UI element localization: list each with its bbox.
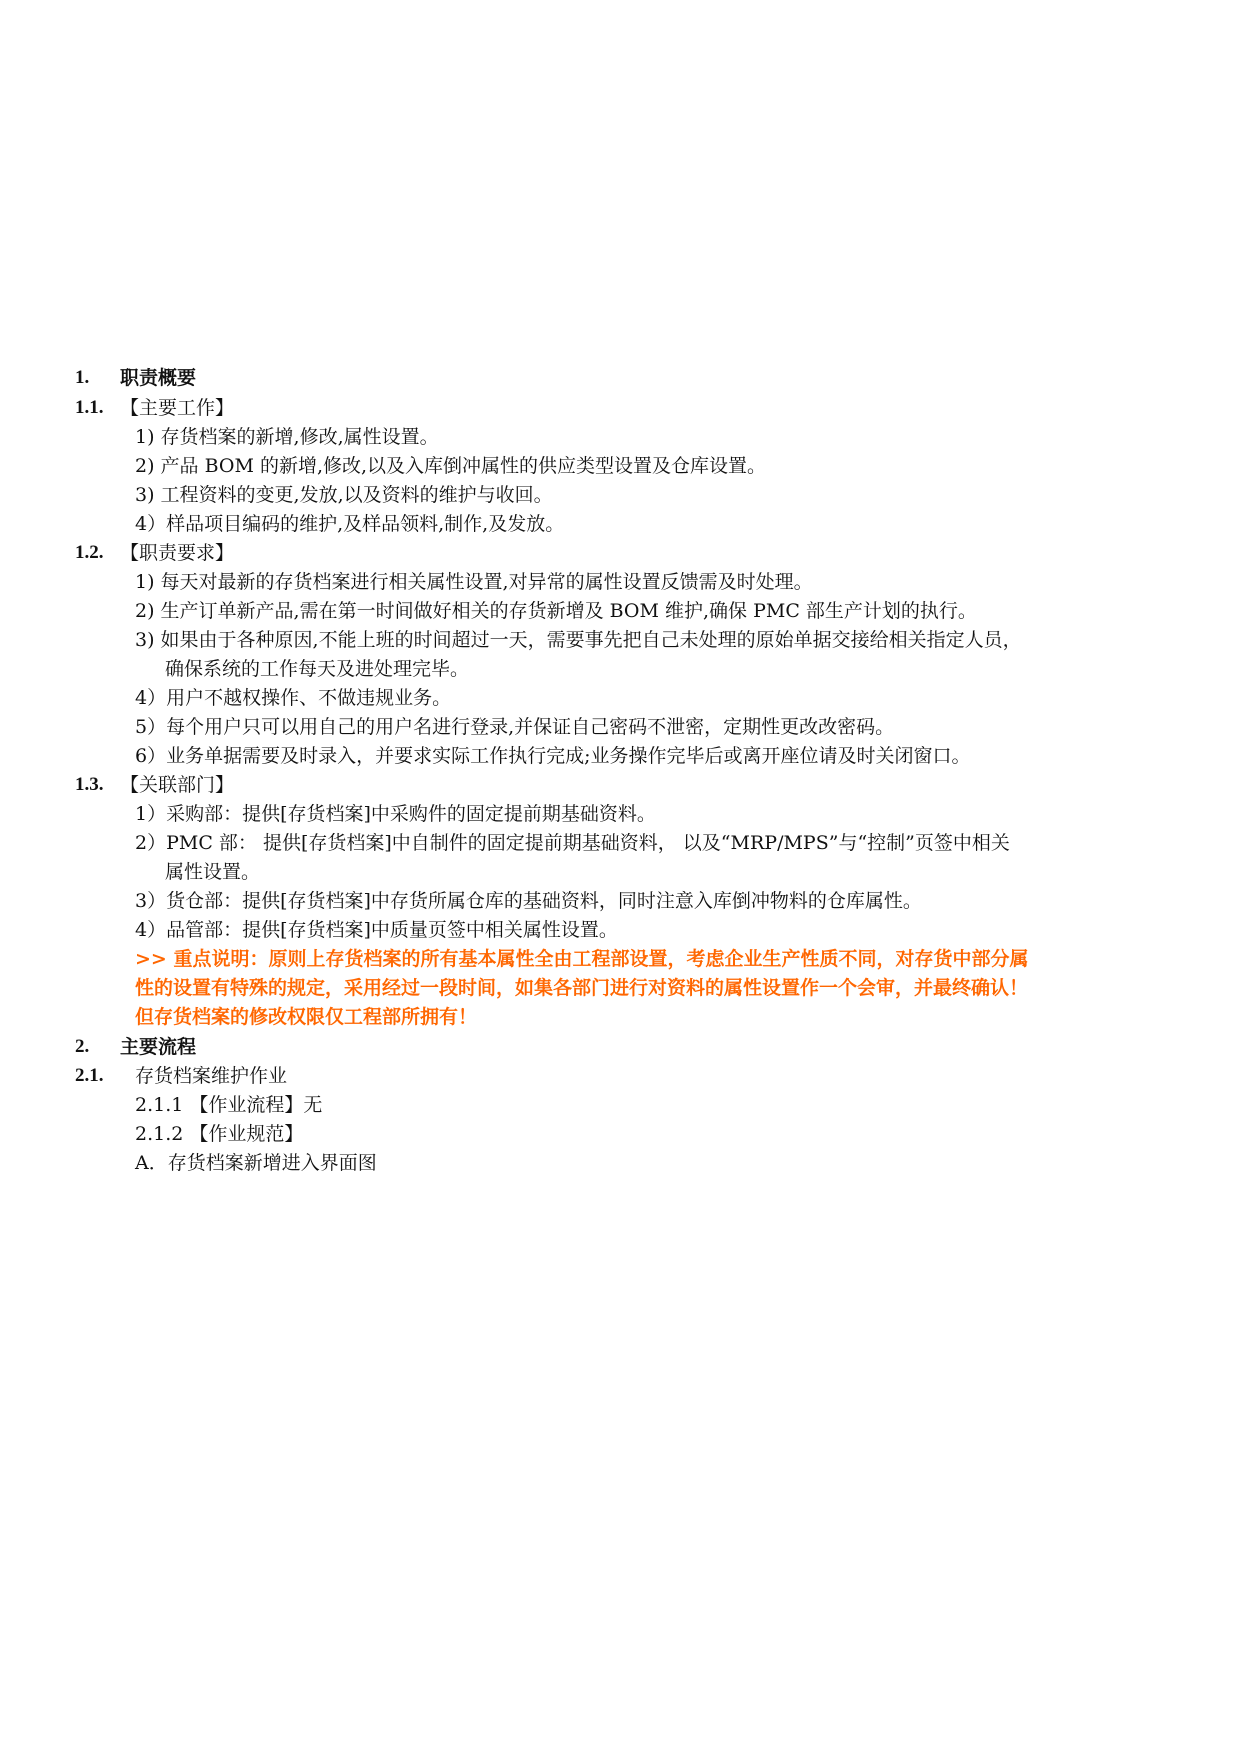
list-item: 2.1.1 【作业流程】无 (135, 1094, 323, 1116)
section-2-title: 主要流程 (120, 1036, 197, 1058)
list-item: 4）样品项目编码的维护,及样品领料,制作,及发放。 (135, 513, 565, 535)
list-item: 4）用户不越权操作、不做违规业务。 (135, 687, 452, 709)
section-1-1-number: 1.1. (75, 397, 104, 418)
list-item: 4）品管部：提供[存货档案]中质量页签中相关属性设置。 (135, 919, 618, 941)
list-item: 3）货仓部：提供[存货档案]中存货所属仓库的基础资料，同时注意入库倒冲物料的仓库属性。 (135, 890, 922, 912)
section-1-number: 1. (75, 367, 90, 388)
section-2-1-number: 2.1. (75, 1065, 104, 1086)
list-item: 2）PMC 部： 提供[存货档案]中自制件的固定提前期基础资料， 以及“MRP/MPS”与“控制”页签中相关 (135, 832, 1010, 854)
list-item: A．存货档案新增进入界面图 (135, 1152, 377, 1174)
section-2-number: 2. (75, 1036, 90, 1057)
highlight-note: >> 重点说明：原则上存货档案的所有基本属性全由工程部设置，考虑企业生产性质不同，对存货中部分属 (135, 948, 1029, 970)
list-item: 2) 产品 BOM 的新增,修改,以及入库倒冲属性的供应类型设置及仓库设置。 (135, 455, 767, 477)
list-item: 1) 存货档案的新增,修改,属性设置。 (135, 426, 439, 448)
highlight-note: 但存货档案的修改权限仅工程部所拥有！ (135, 1006, 478, 1028)
list-item-continuation: 属性设置。 (165, 861, 261, 883)
list-item: 5）每个用户只可以用自己的用户名进行登录,并保证自己密码不泄密，定期性更改改密码。 (135, 716, 895, 738)
section-1-2-title: 【职责要求】 (120, 542, 235, 564)
list-item: 2.1.2 【作业规范】 (135, 1123, 304, 1145)
list-item: 1）采购部：提供[存货档案]中采购件的固定提前期基础资料。 (135, 803, 656, 825)
section-1-3-title: 【关联部门】 (120, 774, 235, 796)
section-2-1-title: 存货档案维护作业 (135, 1065, 288, 1087)
list-item: 1) 每天对最新的存货档案进行相关属性设置,对异常的属性设置反馈需及时处理。 (135, 571, 813, 593)
section-1-2-number: 1.2. (75, 542, 104, 563)
list-item: 6）业务单据需要及时录入，并要求实际工作执行完成;业务操作完毕后或离开座位请及时关闭窗口。 (135, 745, 971, 767)
list-item: 2) 生产订单新产品,需在第一时间做好相关的存货新增及 BOM 维护,确保 PMC 部生产计划的执行。 (135, 600, 977, 622)
list-item: 3) 工程资料的变更,发放,以及资料的维护与收回。 (135, 484, 553, 506)
section-1-1-title: 【主要工作】 (120, 397, 235, 419)
list-item: 3) 如果由于各种原因,不能上班的时间超过一天，需要事先把自己未处理的原始单据交接给相关指定人员， (135, 629, 1022, 651)
list-item-continuation: 确保系统的工作每天及进处理完毕。 (165, 658, 470, 680)
highlight-note: 性的设置有特殊的规定，采用经过一段时间，如集各部门进行对资料的属性设置作一个会审，并最终确认！ (135, 977, 1029, 999)
section-1-title: 职责概要 (120, 367, 197, 389)
section-1-3-number: 1.3. (75, 774, 104, 795)
